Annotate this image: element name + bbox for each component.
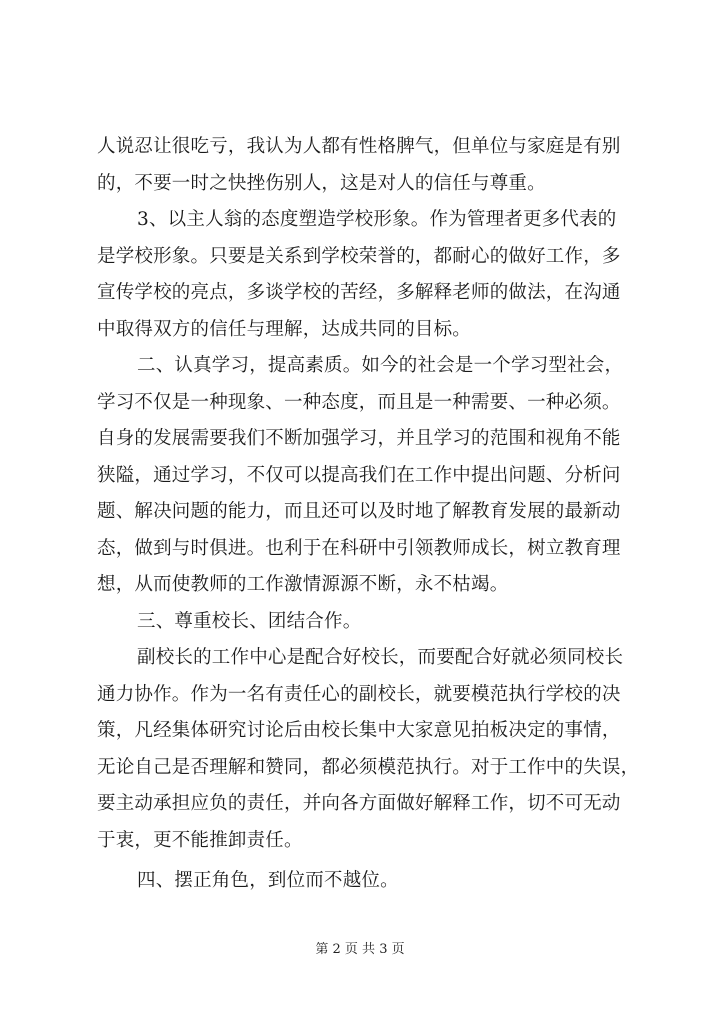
text-line: 无论自己是否理解和赞同，都必须模范执行。对于工作中的失误， — [97, 756, 640, 778]
text-line: 通力协作。作为一名有责任心的副校长，就要模范执行学校的决 — [97, 683, 621, 705]
text-line: 自身的发展需要我们不断加强学习，并且学习的范围和视角不能 — [97, 428, 621, 449]
section-heading-line: 二、认真学习，提高素质。如今的社会是一个学习型社会， — [137, 355, 624, 376]
text-line: 中取得双方的信任与理解，达成共同的目标。 — [97, 318, 472, 340]
text-line: 宣传学校的亮点，多谈学校的苦经，多解释老师的做法，在沟通 — [97, 282, 621, 303]
text-line: 人说忍让很吃亏，我认为人都有性格脾气，但单位与家庭是有别 — [97, 136, 621, 157]
paragraph-start-line: 副校长的工作中心是配合好校长，而要配合好就必须同校长 — [137, 647, 624, 668]
document-body — [97, 129, 640, 900]
text-line: 态，做到与时俱进。也利于在科研中引领教师成长，树立教育理 — [97, 537, 621, 559]
text-line: 学习不仅是一种现象、一种态度，而且是一种需要、一种必须。 — [97, 391, 621, 413]
page-number-footer: 第 2 页 共 3 页 — [315, 942, 405, 957]
paragraph-start-line: 3、以主人翁的态度塑造学校形象。作为管理者更多代表的 — [137, 209, 617, 230]
section-heading-line: 四、摆正角色，到位而不越位。 — [137, 870, 399, 891]
text-line: 是学校形象。只要是关系到学校荣誉的，都耐心的做好工作，多 — [97, 245, 621, 267]
text-line: 要主动承担应负的责任，并向各方面做好解释工作，切不可无动 — [97, 793, 621, 814]
text-line: 于衷，更不能推卸责任。 — [97, 829, 303, 851]
section-heading-line: 三、尊重校长、团结合作。 — [137, 610, 362, 632]
text-line: 题、解决问题的能力，而且还可以及时地了解教育发展的最新动 — [97, 501, 621, 522]
text-line: 想，从而使教师的工作激情源源不断，永不枯竭。 — [97, 574, 509, 595]
text-line: 狭隘，通过学习，不仅可以提高我们在工作中提出问题、分析问 — [97, 464, 621, 486]
text-line: 策，凡经集体研究讨论后由校长集中大家意见拍板决定的事情， — [97, 720, 621, 741]
text-line: 的，不要一时之快挫伤别人，这是对人的信任与尊重。 — [97, 172, 546, 194]
